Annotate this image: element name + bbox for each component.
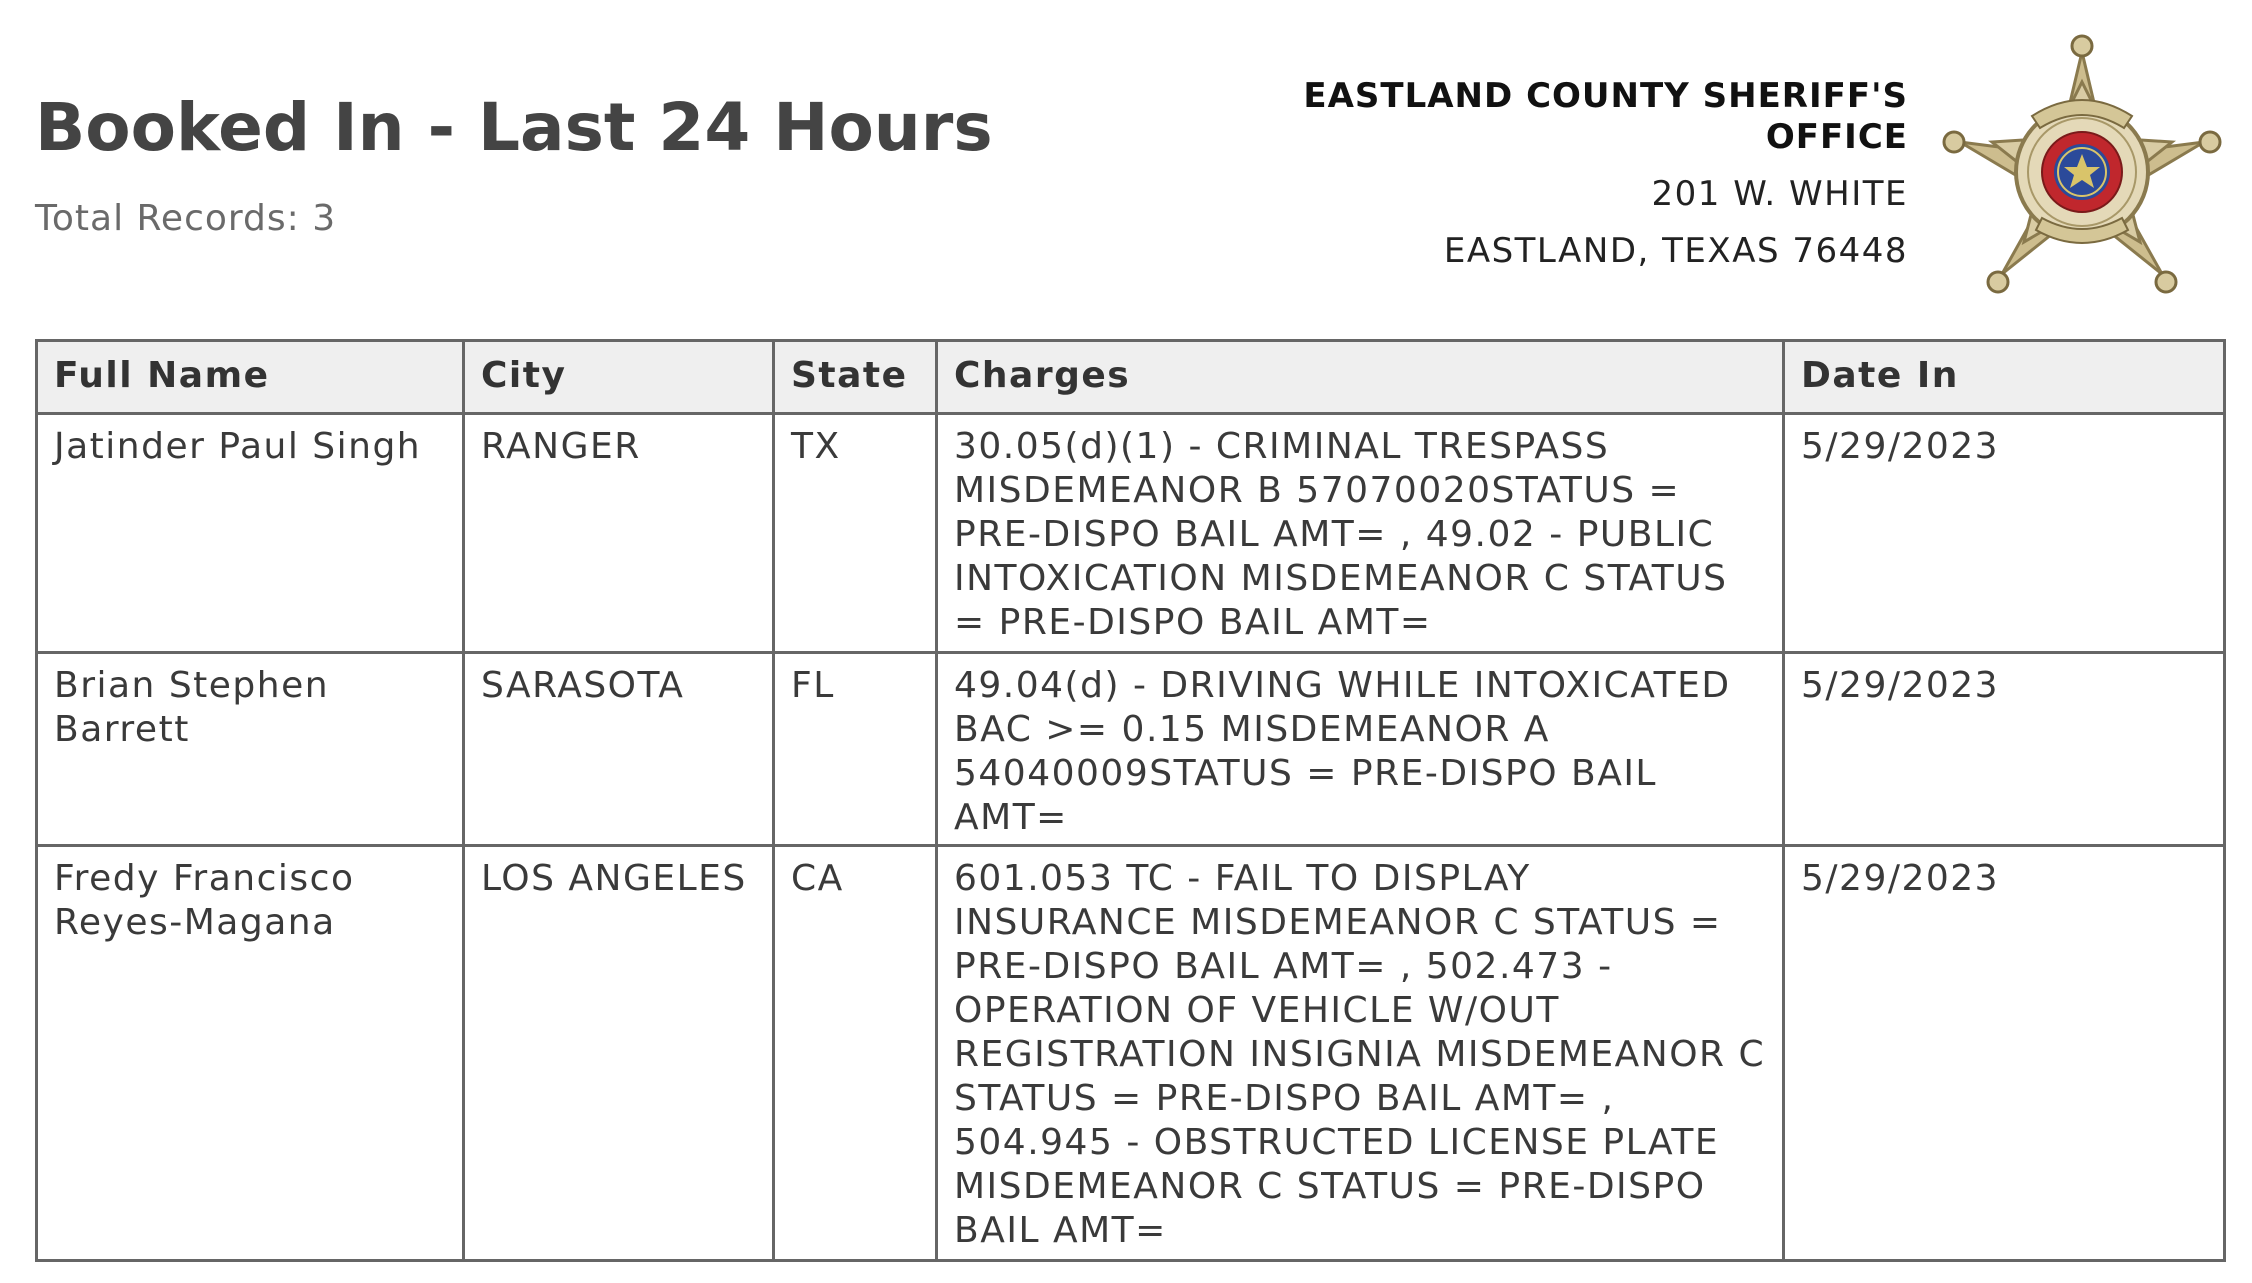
cell-state: TX bbox=[774, 414, 937, 653]
cell-date-in: 5/29/2023 bbox=[1784, 846, 2225, 1261]
office-city-state: EASTLAND, TEXAS 76448 bbox=[1443, 231, 1908, 271]
office-address: 201 W. WHITE bbox=[1651, 174, 1908, 214]
total-records-count: Total Records: 3 bbox=[35, 198, 337, 239]
office-name-line2: OFFICE bbox=[1765, 117, 1908, 157]
office-info bbox=[1188, 76, 1908, 272]
cell-state: CA bbox=[774, 846, 937, 1261]
table-header-row bbox=[37, 341, 2225, 414]
office-name-line1: EASTLAND COUNTY SHERIFF'S bbox=[1303, 76, 1908, 116]
column-header-city: City bbox=[464, 341, 774, 414]
sheriff-star-badge-icon bbox=[1940, 30, 2224, 304]
column-header-full-name: Full Name bbox=[37, 341, 464, 414]
cell-date-in: 5/29/2023 bbox=[1784, 653, 2225, 846]
cell-date-in: 5/29/2023 bbox=[1784, 414, 2225, 653]
page-title: Booked In - Last 24 Hours bbox=[35, 89, 993, 166]
booked-in-table bbox=[35, 339, 2226, 1262]
cell-full-name: Fredy Francisco Reyes-Magana bbox=[37, 846, 464, 1261]
cell-city: RANGER bbox=[464, 414, 774, 653]
column-header-state: State bbox=[774, 341, 937, 414]
table-row bbox=[37, 653, 2225, 846]
cell-full-name: Jatinder Paul Singh bbox=[37, 414, 464, 653]
cell-city: SARASOTA bbox=[464, 653, 774, 846]
cell-charges: 30.05(d)(1) - CRIMINAL TRESPASS MISDEMEANOR B 57070020STATUS = PRE-DISPO BAIL AMT= , 49.02 - PUBLIC INTOXICATION MISDEMEANOR C STATUS = PRE-DISPO BAIL AMT= bbox=[937, 414, 1784, 653]
cell-charges: 49.04(d) - DRIVING WHILE INTOXICATED BAC >= 0.15 MISDEMEANOR A 54040009STATUS = PRE-DISPO BAIL AMT= bbox=[937, 653, 1784, 846]
table-row bbox=[37, 414, 2225, 653]
column-header-date-in: Date In bbox=[1784, 341, 2225, 414]
cell-state: FL bbox=[774, 653, 937, 846]
cell-full-name: Brian Stephen Barrett bbox=[37, 653, 464, 846]
column-header-charges: Charges bbox=[937, 341, 1784, 414]
cell-charges: 601.053 TC - FAIL TO DISPLAY INSURANCE MISDEMEANOR C STATUS = PRE-DISPO BAIL AMT= , 502.473 - OPERATION OF VEHICLE W/OUT REGISTRATION INSIGNIA MISDEMEANOR C STATUS = PRE-DISPO BAIL AMT= , 504.945 - OBSTRUCTED LICENSE PLATE MISDEMEANOR C STATUS = PRE-DISPO BAIL AMT= bbox=[937, 846, 1784, 1261]
table-row bbox=[37, 846, 2225, 1261]
cell-city: LOS ANGELES bbox=[464, 846, 774, 1261]
